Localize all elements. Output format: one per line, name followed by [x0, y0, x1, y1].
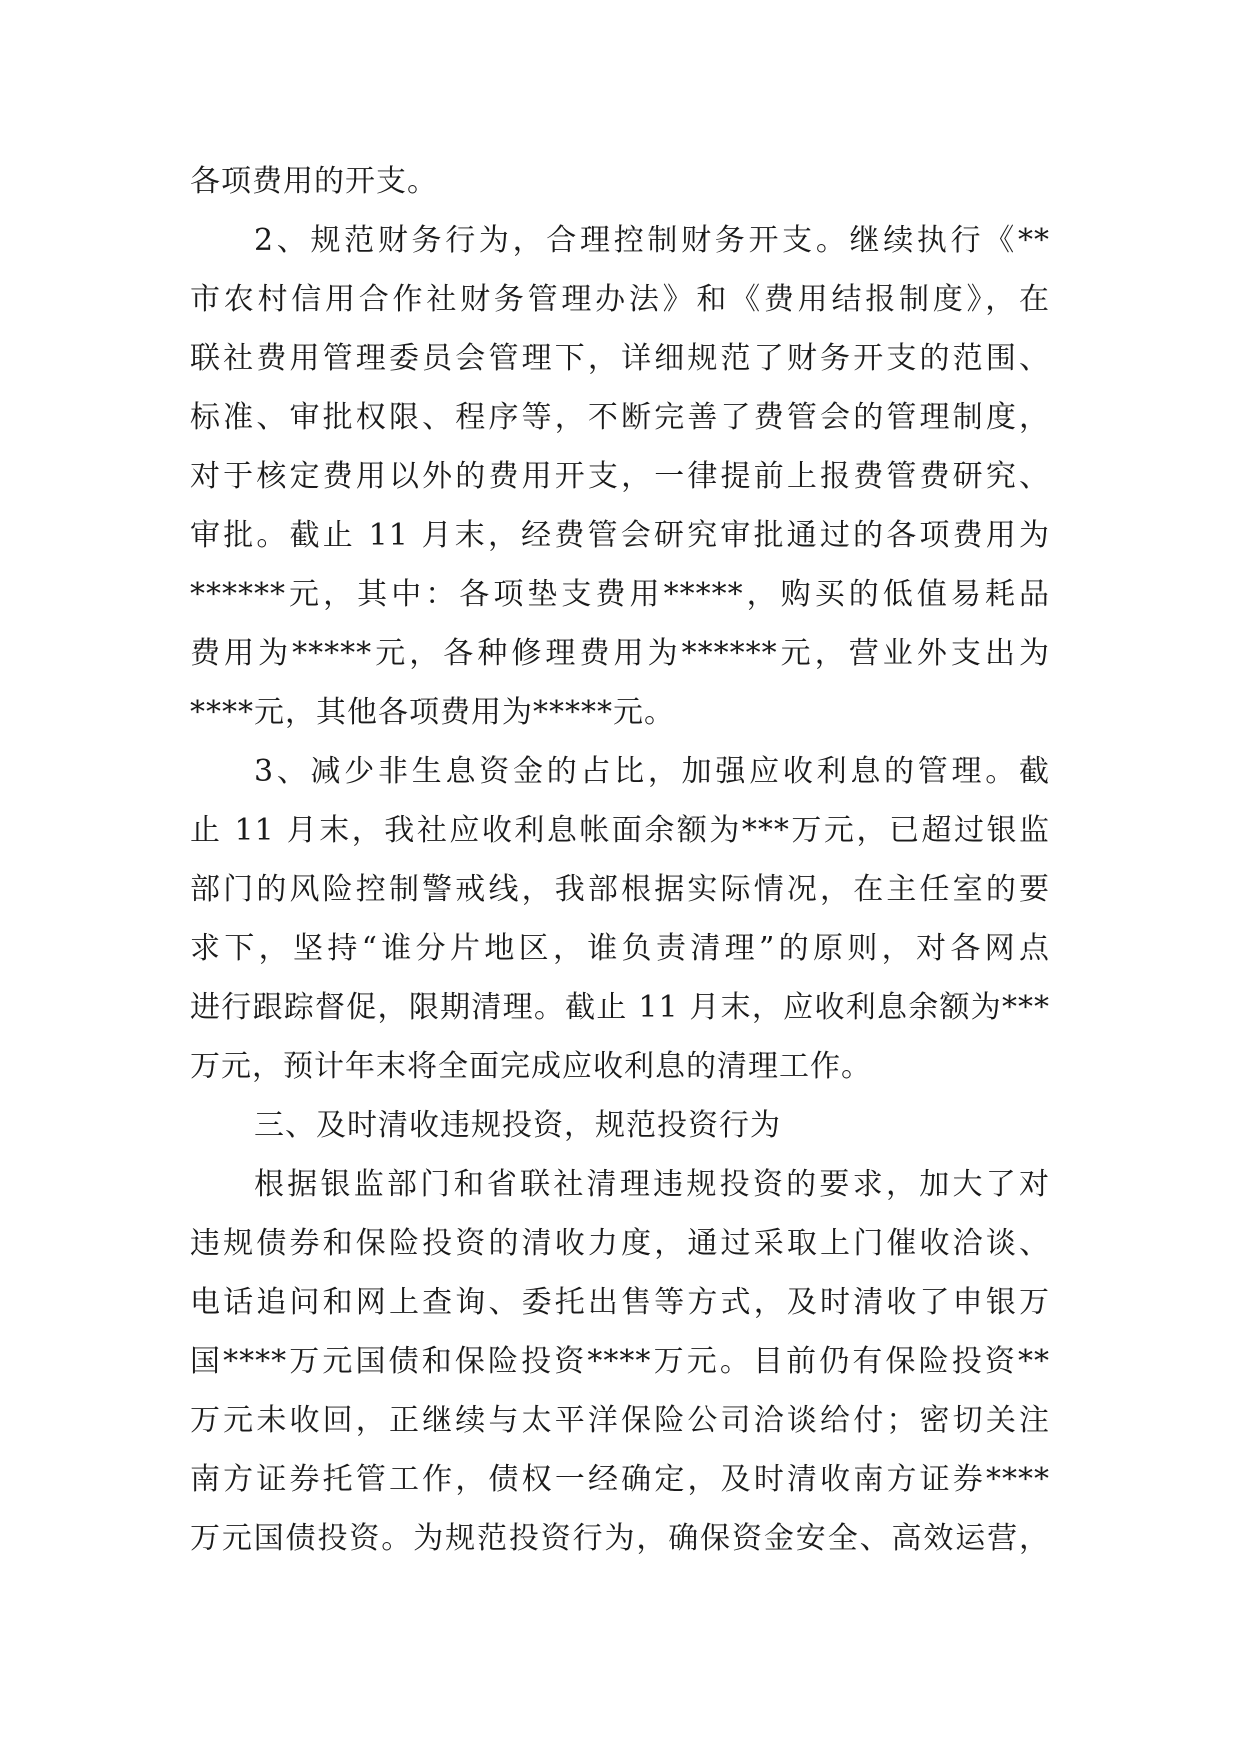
text-line: 求下，坚持“谁分片地区，谁负责清理”的原则，对各网点 [190, 931, 1050, 966]
text-line: 审批。截止 11 月末，经费管会研究审批通过的各项费用为 [190, 518, 1050, 553]
text-line: 电话追问和网上查询、委托出售等方式，及时清收了申银万 [190, 1285, 1050, 1320]
text-line: 标准、审批权限、程序等，不断完善了费管会的管理制度， [190, 400, 1050, 435]
text-line: 联社费用管理委员会管理下，详细规范了财务开支的范围、 [190, 341, 1050, 376]
text-line: 3、减少非生息资金的占比，加强应收利息的管理。截 [254, 754, 1050, 789]
text-line: 止 11 月末，我社应收利息帐面余额为***万元，已超过银监 [190, 813, 1050, 848]
text-line: 市农村信用合作社财务管理办法》和《费用结报制度》，在 [190, 282, 1050, 317]
text-line: 2、规范财务行为，合理控制财务开支。继续执行《** [254, 223, 1050, 258]
text-line: 违规债券和保险投资的清收力度，通过采取上门催收洽谈、 [190, 1226, 1050, 1261]
text-line: 费用为*****元，各种修理费用为******元，营业外支出为 [190, 636, 1050, 671]
text-line: 对于核定费用以外的费用开支，一律提前上报费管费研究、 [190, 459, 1050, 494]
text-line: 进行跟踪督促，限期清理。截止 11 月末，应收利息余额为*** [190, 990, 1050, 1025]
text-line: 万元未收回，正继续与太平洋保险公司洽谈给付；密切关注 [190, 1403, 1050, 1438]
text-line: 根据银监部门和省联社清理违规投资的要求，加大了对 [254, 1167, 1050, 1202]
body-text [190, 152, 1050, 1568]
text-line: 国****万元国债和保险投资****万元。目前仍有保险投资** [190, 1344, 1050, 1379]
text-line: 南方证券托管工作，债权一经确定，及时清收南方证券**** [190, 1462, 1050, 1497]
text-line: 各项费用的开支。 [190, 164, 438, 199]
text-line: 部门的风险控制警戒线，我部根据实际情况，在主任室的要 [190, 872, 1050, 907]
text-line: ******元，其中：各项垫支费用*****，购买的低值易耗品 [190, 577, 1050, 612]
text-line: 万元国债投资。为规范投资行为，确保资金安全、高效运营， [190, 1521, 1050, 1556]
text-line: 万元，预计年末将全面完成应收利息的清理工作。 [190, 1049, 872, 1084]
section-heading: 三、及时清收违规投资，规范投资行为 [254, 1108, 781, 1143]
text-line: ****元，其他各项费用为*****元。 [190, 695, 675, 730]
